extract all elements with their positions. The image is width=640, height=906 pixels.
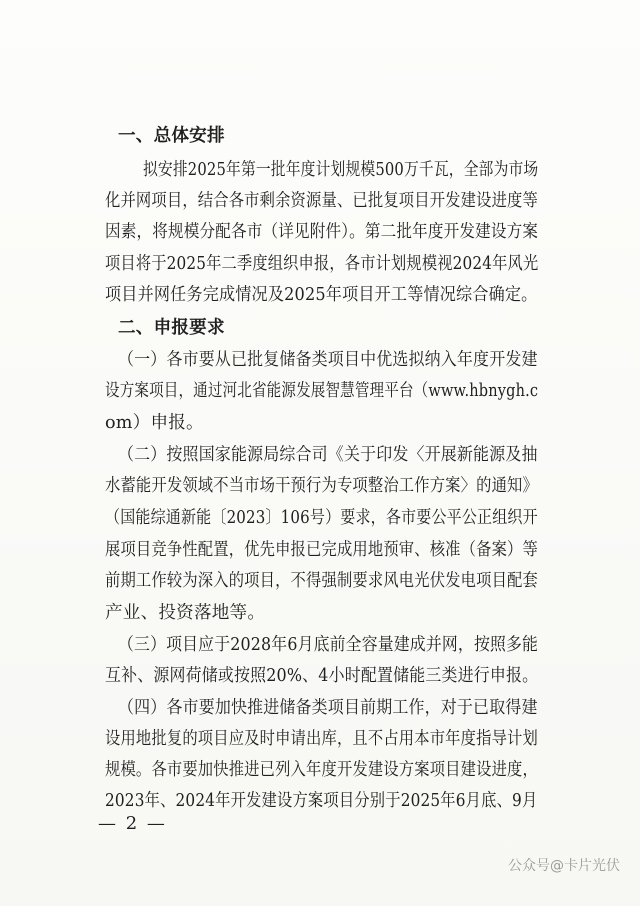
paragraph-line: 项目将于2025年二季度组织申报，各市计划规模视2024年风光 [105,254,539,274]
paragraph-line: 设用地批复的项目应及时申请出库，且不占用本市年度指导计划 [105,729,538,749]
paragraph-line: （一）各市要从已批复储备类项目中优选拟纳入年度开发建 [118,350,538,370]
paragraph-line: （国能综通新能〔2023〕106号）要求，各市要公平公正组织开 [105,508,538,528]
paragraph-line: （二）按照国家能源局综合司《关于印发〈开展新能源及抽 [118,445,538,465]
watermark-text: 公众号@卡片光伏 [508,858,620,874]
paragraph-line: om）申报。 [105,413,204,433]
paragraph-line: 展项目竞争性配置，优先申报已完成用地预审、核准（备案）等 [105,540,538,560]
section-heading-requirements: 二、申报要求 [118,317,225,338]
paragraph-line: （三）项目应于2028年6月底前全容量建成并网，按照多能 [118,635,539,655]
paragraph-line: 产业、投资落地等。 [105,603,266,623]
paragraph-line: （四）各市要加快推进储备类项目前期工作，对于已取得建 [118,698,538,718]
section-heading-overall: 一、总体安排 [118,125,225,146]
paragraph-line: 因素，将规模分配各市（详见附件）。第二批年度开发建设方案 [105,222,539,242]
paragraph-line: 前期工作较为深入的项目，不得强制要求风电光伏发电项目配套 [105,571,538,591]
paragraph-line: 化并网项目，结合各市剩余资源量、已批复项目开发建设进度等 [105,191,538,211]
paragraph-line: 设方案项目，通过河北省能源发展智慧管理平台（www.hbnygh.c [105,381,539,401]
paragraph-line: 2023年、2024年开发建设方案项目分别于2025年6月底、9月 [105,791,538,811]
paragraph-line: 互补、源网荷储或按照20%、4小时配置储能三类进行申报。 [105,666,539,686]
paragraph-line: 规模。各市要加快推进已列入年度开发建设方案项目建设进度， [105,760,538,780]
paragraph-line: 水蓄能开发领域不当市场干预行为专项整治工作方案〉的通知》 [105,476,538,496]
paragraph-line: 项目并网任务完成情况及2025年项目开工等情况综合确定。 [105,285,538,305]
paragraph-line: 拟安排2025年第一批年度计划规模500万千瓦，全部为市场 [143,160,539,180]
page-number: — 2 — [98,813,167,834]
